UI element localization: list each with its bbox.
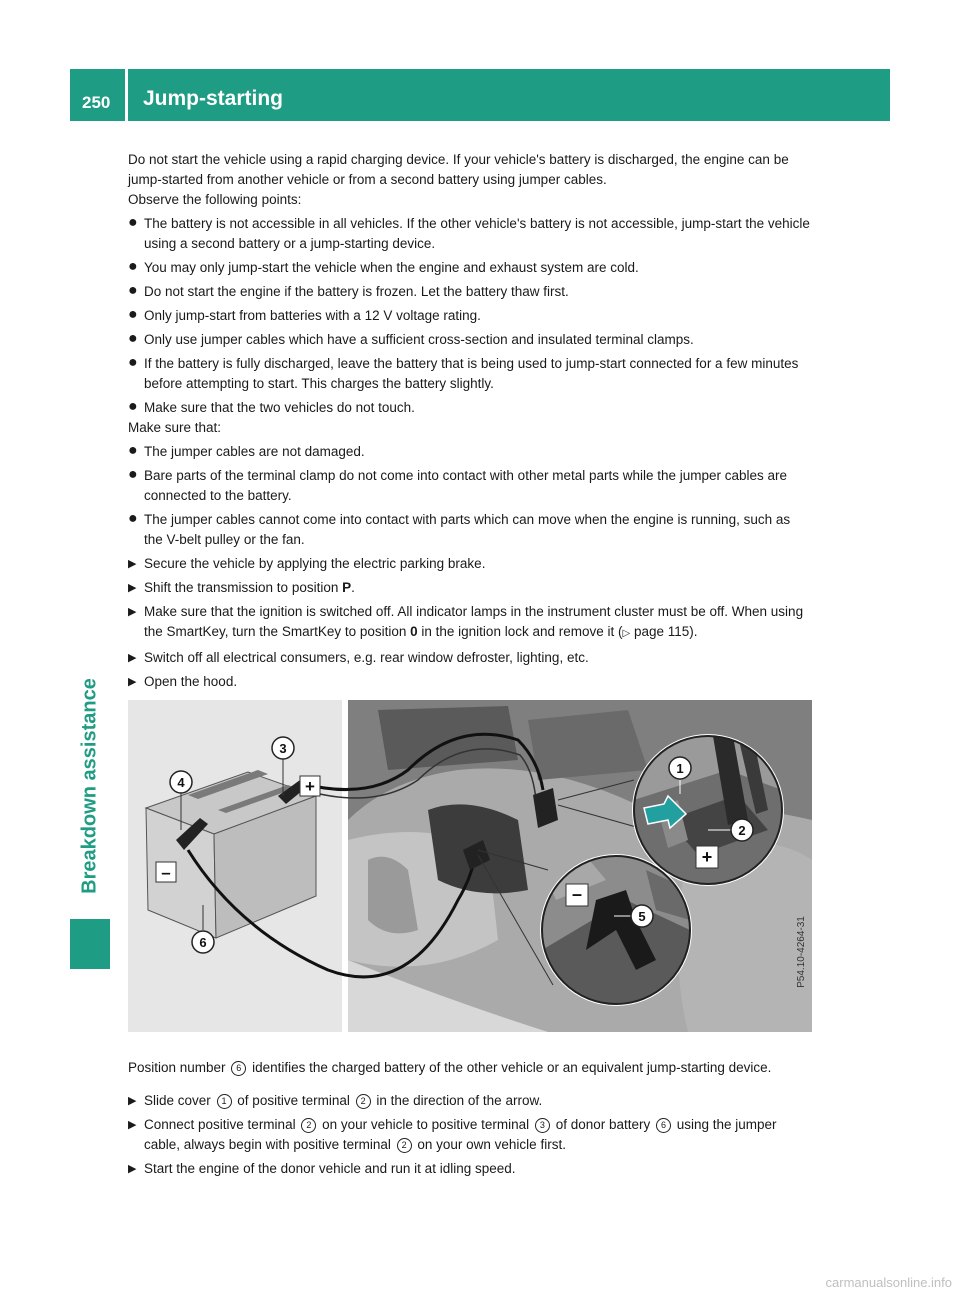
callout-3: 3 xyxy=(279,741,287,756)
bullet-item xyxy=(128,442,812,462)
step-text: in the ignition lock and remove it ( xyxy=(417,624,623,639)
circled-number: 2 xyxy=(301,1118,316,1133)
donor-minus-sign: – xyxy=(161,863,171,882)
lower-minus-sign: – xyxy=(571,884,583,904)
step-text: . xyxy=(351,580,355,595)
callout-6: 6 xyxy=(199,935,207,950)
step-item xyxy=(128,602,812,644)
page-number: 250 xyxy=(82,93,111,112)
bullet-icon: ● xyxy=(128,466,138,483)
bullet-item xyxy=(128,510,812,550)
watermark[interactable]: carmanualsonline.info xyxy=(825,1275,952,1290)
bullet-text: You may only jump-start the vehicle when the engine and exhaust system are cold. xyxy=(144,260,639,275)
circled-number: 2 xyxy=(397,1138,412,1153)
bullet-item xyxy=(128,306,812,326)
bullet-text: If the battery is fully discharged, leave the battery that is being used to jump-start connected for a few minutes before attempting to start. This charges the battery slightly. xyxy=(144,356,799,391)
position-caption xyxy=(128,1058,812,1078)
bullet-icon: ● xyxy=(128,510,138,527)
bullet-item xyxy=(128,258,812,278)
observe-list xyxy=(128,214,812,418)
upper-plus-sign: + xyxy=(701,847,713,867)
bullet-icon: ● xyxy=(128,258,138,275)
bullet-text: Do not start the engine if the battery is frozen. Let the battery thaw first. xyxy=(144,284,569,299)
make-sure-label: Make sure that: xyxy=(128,420,222,435)
step-text: on your own vehicle first. xyxy=(413,1137,566,1152)
step-item xyxy=(128,554,812,574)
donor-plus-sign: + xyxy=(305,777,315,796)
caption-block xyxy=(128,1044,812,1179)
callout-2: 2 xyxy=(738,823,746,838)
negative-terminal-detail xyxy=(540,854,692,1006)
callout-4: 4 xyxy=(177,775,185,790)
step-marker-icon: ▶ xyxy=(128,558,137,570)
bullet-text: Bare parts of the terminal clamp do not come into contact with other metal parts while the jumper cables are connected to the battery. xyxy=(144,468,788,503)
step-item xyxy=(128,648,812,668)
bullet-item xyxy=(128,466,812,506)
step-marker-icon: ▶ xyxy=(128,1119,137,1131)
step-marker-icon: ▶ xyxy=(128,676,137,688)
caption-text: Position number xyxy=(128,1059,230,1075)
step-text: Make sure that the ignition is switched off. All indicator lamps in the instrument cluster must be off. When using the SmartKey, turn the SmartKey to position xyxy=(144,604,804,639)
bullet-icon: ● xyxy=(128,354,138,371)
callout-5: 5 xyxy=(638,909,646,924)
step-text: using the jumper cable, always begin with positive terminal xyxy=(144,1117,777,1152)
page-title: Jump-starting xyxy=(143,87,284,110)
bullet-text: The jumper cables cannot come into contact with parts which can move when the engine is running, such as the V-belt pulley or the fan. xyxy=(144,512,791,547)
step-text: in the direction of the arrow. xyxy=(372,1093,543,1108)
bullet-item xyxy=(128,398,812,418)
step-item xyxy=(128,1091,812,1111)
header-divider xyxy=(125,69,128,121)
circled-number: 6 xyxy=(656,1118,671,1133)
callout-1: 1 xyxy=(676,761,684,776)
circled-number: 2 xyxy=(356,1094,371,1109)
page-ref-link[interactable]: page 115). xyxy=(630,624,698,639)
step-text: Open the hood. xyxy=(144,674,238,689)
bullet-text: Only use jumper cables which have a sufficient cross-section and insulated terminal clamps. xyxy=(144,332,694,347)
step-text: of positive terminal xyxy=(233,1093,354,1108)
position-0: 0 xyxy=(410,624,418,639)
page-header xyxy=(70,69,890,121)
bullet-text: Only jump-start from batteries with a 12 V voltage rating. xyxy=(144,308,481,323)
bullet-icon: ● xyxy=(128,214,138,231)
step-marker-icon: ▶ xyxy=(128,606,137,618)
section-marker xyxy=(70,919,110,969)
bullet-text: The battery is not accessible in all vehicles. If the other vehicle's battery is not accessible, jump-start the vehicle using a second battery or a jump-starting device. xyxy=(144,216,810,251)
bullet-item xyxy=(128,282,812,302)
bullet-text: The jumper cables are not damaged. xyxy=(144,444,365,459)
positive-terminal-detail xyxy=(632,734,784,886)
step-text: Slide cover xyxy=(144,1093,215,1108)
main-content xyxy=(128,150,812,692)
step-text: Switch off all electrical consumers, e.g. rear window defroster, lighting, etc. xyxy=(144,650,589,665)
bullet-icon: ● xyxy=(128,330,138,347)
step-item xyxy=(128,1115,812,1155)
step-text: of donor battery xyxy=(551,1117,654,1132)
jump-start-illustration xyxy=(128,700,812,1032)
section-label: Breakdown assistance xyxy=(78,678,101,894)
step-marker-icon: ▶ xyxy=(128,652,137,664)
bullet-text: Make sure that the two vehicles do not touch. xyxy=(144,400,415,415)
step-marker-icon: ▶ xyxy=(128,582,137,594)
jump-start-figure xyxy=(128,700,812,1032)
step-text: Connect positive terminal xyxy=(144,1117,300,1132)
bullet-item xyxy=(128,354,812,394)
step-marker-icon: ▶ xyxy=(128,1163,137,1175)
circled-number: 6 xyxy=(231,1061,246,1076)
bullet-icon: ● xyxy=(128,306,138,323)
bullet-icon: ● xyxy=(128,398,138,415)
figure-code: P54.10-4264-31 xyxy=(796,916,807,988)
step-text: Start the engine of the donor vehicle and run it at idling speed. xyxy=(144,1161,516,1176)
page-ref-arrow-icon: ▷ xyxy=(622,628,631,639)
step-text: Shift the transmission to position xyxy=(144,580,343,595)
observe-label: Observe the following points: xyxy=(128,192,302,207)
bullet-icon: ● xyxy=(128,442,138,459)
side-tab xyxy=(70,121,110,916)
step-item xyxy=(128,1159,812,1179)
bullet-icon: ● xyxy=(128,282,138,299)
intro-paragraph: Do not start the vehicle using a rapid charging device. If your vehicle's battery is discharged, the engine can be jump-started from another vehicle or from a second battery using jumper cables. xyxy=(128,152,789,187)
position-p: P xyxy=(342,580,352,595)
caption-text: identifies the charged battery of the other vehicle or an equivalent jump-starting device. xyxy=(248,1059,772,1075)
step-item xyxy=(128,578,812,598)
make-sure-list xyxy=(128,442,812,550)
circled-number: 3 xyxy=(535,1118,550,1133)
step-text: on your vehicle to positive terminal xyxy=(318,1117,533,1132)
step-text: Secure the vehicle by applying the electric parking brake. xyxy=(144,556,486,571)
bullet-item xyxy=(128,330,812,350)
bullet-item xyxy=(128,214,812,254)
step-marker-icon: ▶ xyxy=(128,1095,137,1107)
circled-number: 1 xyxy=(217,1094,232,1109)
step-item xyxy=(128,672,812,692)
